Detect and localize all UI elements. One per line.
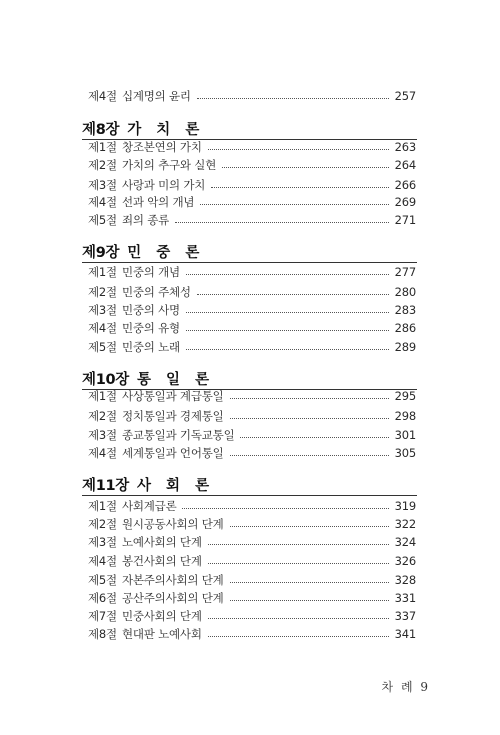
chapter-number: 제11장 [82,477,129,494]
section-number: 제4절 [88,89,117,103]
section-title: 사상통일과 계급통일 [121,389,224,403]
page-number: 271 [394,213,416,227]
section-number: 제2절 [88,409,117,423]
chapter-title: 민 중 론 [127,244,205,261]
page-number: 286 [394,321,416,335]
toc-entry [88,210,416,230]
section-title: 민중의 개념 [121,265,180,279]
section-title: 죄의 종류 [121,213,170,227]
dot-leader [197,293,389,295]
section-title: 민중의 주체성 [121,285,191,299]
dot-leader [208,543,389,545]
toc-entry [88,624,416,644]
section-number: 제1절 [88,389,117,403]
page-number: 298 [394,409,416,423]
section-title: 십계명의 윤리 [121,89,191,103]
section-title: 원시공동사회의 단계 [121,517,224,531]
section-number: 제4절 [88,195,117,209]
section-number: 제5절 [88,573,117,587]
page-number: 305 [394,446,416,460]
toc-entry [88,137,416,157]
section-number: 제8절 [88,627,117,641]
page-number: 301 [394,428,416,442]
section-title: 자본주의사회의 단계 [121,573,224,587]
section-title: 민중의 사명 [121,303,180,317]
section-number: 제3절 [88,428,117,442]
dot-leader [186,273,389,275]
toc-entry [88,443,416,463]
toc-entry [88,300,416,320]
dot-leader [222,166,389,168]
section-number: 제4절 [88,446,117,460]
toc-entry [88,606,416,626]
section-title: 현대판 노예사회 [121,627,202,641]
dot-leader [230,454,389,456]
chapter-number: 제9장 [82,244,120,261]
dot-leader [230,581,389,583]
page-number: 328 [394,573,416,587]
page-number: 337 [394,609,416,623]
chapter-heading [82,240,204,262]
dot-leader [208,617,389,619]
page-number: 257 [394,89,416,103]
toc-entry [88,86,416,106]
toc-entry [88,155,416,175]
section-title: 종교통일과 기독교통일 [121,428,235,442]
section-title: 민중의 유형 [121,321,180,335]
toc-entry [88,406,416,426]
section-number: 제4절 [88,554,117,568]
dot-leader [186,329,389,331]
dot-leader [230,417,389,419]
chapter-number: 제10장 [82,371,129,388]
page-number: 277 [394,265,416,279]
page-number: 283 [394,303,416,317]
page-footer: 차 례 9 [381,680,430,694]
section-title: 사회계급론 [121,499,177,513]
toc-entry [88,262,416,282]
section-number: 제5절 [88,213,117,227]
dot-leader [200,203,388,205]
dot-leader [208,635,389,637]
chapter-heading [82,473,214,495]
section-number: 제2절 [88,158,117,172]
section-title: 봉건사회의 단계 [121,554,202,568]
section-number: 제3절 [88,303,117,317]
toc-entry [88,337,416,357]
dot-leader [208,148,389,150]
chapter-title: 사 회 론 [137,477,215,494]
section-number: 제4절 [88,321,117,335]
dot-leader [211,186,388,188]
page-number: 266 [394,178,416,192]
dot-leader [182,507,388,509]
section-number: 제2절 [88,517,117,531]
chapter-heading [82,117,204,139]
page-number: 324 [394,535,416,549]
page-number: 289 [394,340,416,354]
chapter-title: 통 일 론 [137,371,215,388]
toc-entry [88,551,416,571]
section-title: 사랑과 미의 가치 [121,178,206,192]
toc-entry [88,588,416,608]
section-title: 민중의 노래 [121,340,180,354]
section-title: 정치통일과 경제통일 [121,409,224,423]
section-title: 창조본연의 가치 [121,140,202,154]
dot-leader [175,221,389,223]
section-number: 제7절 [88,609,117,623]
dot-leader [240,436,388,438]
section-title: 노예사회의 단계 [121,535,202,549]
toc-entry [88,514,416,534]
section-title: 민중사회의 단계 [121,609,202,623]
toc-entry [88,318,416,338]
toc-entry [88,532,416,552]
section-title: 세계통일과 언어통일 [121,446,224,460]
page-number: 341 [394,627,416,641]
section-number: 제6절 [88,591,117,605]
page-number: 269 [394,195,416,209]
chapter-number: 제8장 [82,121,120,138]
section-title: 선과 악의 개념 [121,195,195,209]
section-number: 제3절 [88,535,117,549]
toc-entry [88,192,416,212]
page-number: 326 [394,554,416,568]
dot-leader [230,397,389,399]
dot-leader [208,562,389,564]
dot-leader [230,525,389,527]
toc-entry [88,386,416,406]
section-number: 제3절 [88,178,117,192]
section-title: 가치의 추구와 실현 [121,158,217,172]
dot-leader [186,311,389,313]
toc-entry [88,496,416,516]
page-number: 319 [394,499,416,513]
page-number: 263 [394,140,416,154]
dot-leader [230,599,389,601]
dot-leader [197,97,389,99]
page-number: 264 [394,158,416,172]
page-number: 295 [394,389,416,403]
page-number: 322 [394,517,416,531]
section-number: 제1절 [88,140,117,154]
toc-entry [88,282,416,302]
toc-entry [88,425,416,445]
section-title: 공산주의사회의 단계 [121,591,224,605]
chapter-title: 가 치 론 [127,121,205,138]
page-number: 280 [394,285,416,299]
dot-leader [186,348,389,350]
section-number: 제1절 [88,499,117,513]
section-number: 제2절 [88,285,117,299]
toc-entry [88,570,416,590]
page-number: 331 [394,591,416,605]
section-number: 제1절 [88,265,117,279]
section-number: 제5절 [88,340,117,354]
